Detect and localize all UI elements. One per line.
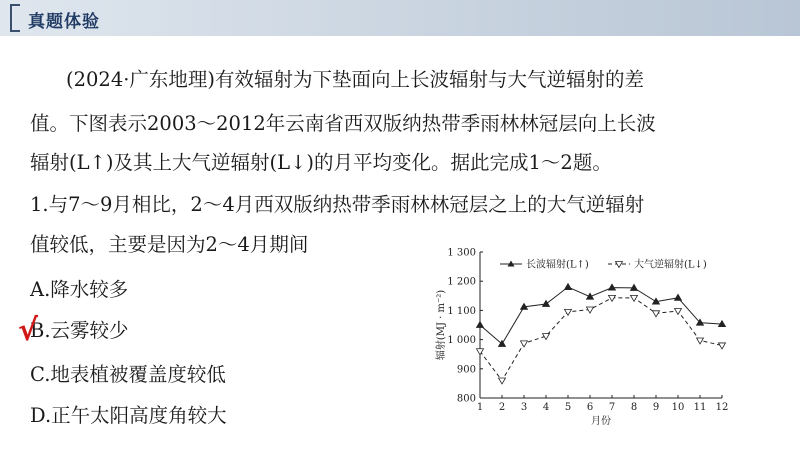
y-tick-label: 1 300 [447,247,476,259]
x-tick-label: 11 [693,402,707,413]
x-tick-label: 9 [652,402,660,413]
series-1-point [565,284,572,290]
series-2-point [653,311,660,317]
check-mark-icon: √ [18,313,39,348]
series-1-point [477,322,484,328]
series-2-point [697,338,704,344]
y-tick-label: 1 100 [447,305,476,317]
passage-line-1: (2024·广东地理)有效辐射为下垫面向上长波辐射与大气逆辐射的差 [66,68,645,91]
option-b[interactable]: B.云雾较少 [30,319,129,342]
series-line-2 [480,298,722,381]
series-1-point [609,284,616,290]
series-2-point [565,309,572,315]
series-2-point [631,295,638,301]
series-2-point [499,378,506,384]
radiation-chart [430,238,730,428]
x-tick-label: 12 [715,402,729,413]
series-line-1 [480,287,722,344]
x-tick-label: 5 [564,402,572,413]
series-2-point [675,308,682,314]
x-tick-label: 10 [671,402,685,413]
passage-line-2: 值。下图表示2003～2012年云南省西双版纳热带季雨林林冠层向上长波 [30,112,656,135]
series-1-point [675,294,682,300]
chart-svg [430,238,730,428]
y-axis-label: 辐射(MJ · m⁻²) [436,289,447,361]
x-tick-label: 8 [630,402,638,413]
x-tick-label: 1 [476,402,484,413]
series-2-point [521,341,528,347]
series-1-point [543,300,550,306]
question-line-2: 值较低，主要是因为2～4月期间 [30,233,309,256]
x-tick-label: 3 [520,402,528,413]
section-title: 真题体验 [28,12,100,32]
question-line-1: 1.与7～9月相比，2～4月西双版纳热带季雨林林冠层之上的大气逆辐射 [30,193,645,216]
x-tick-label: 2 [498,402,506,413]
x-tick-label: 7 [608,402,616,413]
legend-label-2: 大气逆辐射(L↓) [634,259,707,271]
y-tick-label: 1 200 [447,276,476,288]
passage-line-3: 辐射(L↑)及其上大气逆辐射(L↓)的月平均变化。据此完成1～2题。 [30,151,612,174]
x-tick-label: 6 [586,402,594,413]
section-header-bar [0,0,800,36]
legend-label-1: 长波辐射(L↑) [526,259,589,271]
option-d[interactable]: D.正午太阳高度角较大 [30,404,227,427]
y-tick-label: 800 [456,393,476,405]
option-c[interactable]: C.地表植被覆盖度较低 [30,363,226,386]
series-2-point [719,343,726,349]
x-axis-label: 月份 [591,416,611,427]
header-bracket-icon [10,4,20,32]
option-a[interactable]: A.降水较多 [30,278,129,301]
y-tick-label: 900 [456,364,476,376]
y-tick-label: 1 000 [447,335,476,347]
x-tick-label: 4 [542,402,550,413]
